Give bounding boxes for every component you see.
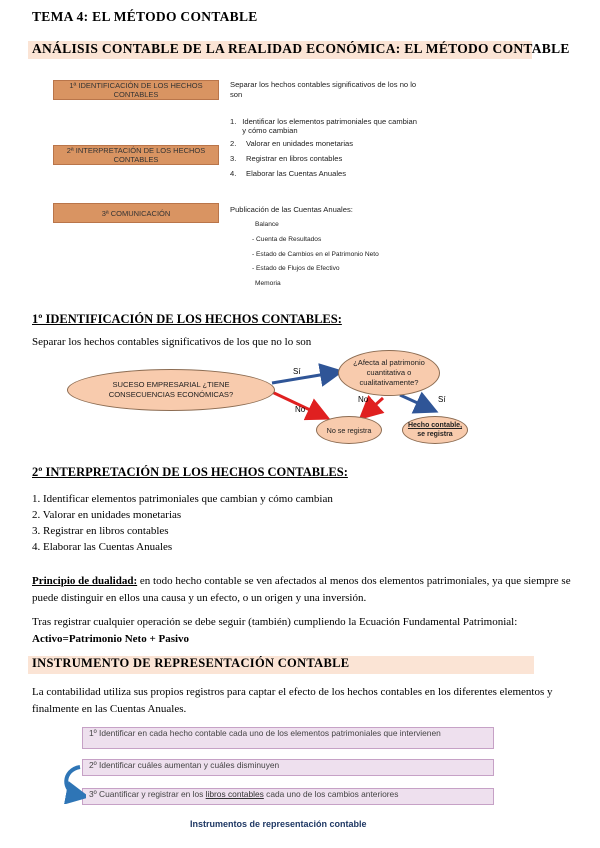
list-item: 2. Valorar en unidades monetarias <box>32 509 182 521</box>
curved-arrow-icon <box>58 762 86 804</box>
step-box-communication: 3ª COMUNICACIÓN <box>53 203 219 223</box>
list-item: 1. Identificar elementos patrimoniales que cambian y cómo cambian <box>32 493 333 505</box>
arrow-si <box>272 372 338 383</box>
instrument-step-3: 3º Cuantificar y registrar en los libros contables cada uno de los cambios anteriores <box>82 788 494 805</box>
no-registra-oval: No se registra <box>316 416 382 444</box>
instrument-step-2: 2º Identificar cuáles aumentan y cuáles disminuyen <box>82 759 494 776</box>
ecuacion-formula: Activo=Patrimonio Neto + Pasivo <box>32 632 190 645</box>
summary-intro: Separar los hechos contables significativos de los no lo son <box>230 80 417 99</box>
hecho-contable-oval <box>402 416 468 444</box>
label-no: No <box>295 405 306 414</box>
section1-heading: 1º IDENTIFICACIÓN DE LOS HECHOS CONTABLES: <box>32 312 342 326</box>
publication-item: - Cuenta de Resultados <box>252 236 322 243</box>
publication-item: Memoria <box>255 280 281 287</box>
hecho-contable-label-2: se registra <box>417 431 453 438</box>
section2-list <box>32 491 572 555</box>
diagram-caption: Instrumentos de representación contable <box>190 819 367 829</box>
afecta-oval: ¿Afecta al patrimonio cuantitativa o cualitativamente? <box>338 350 440 396</box>
list-item: 4. Elaborar las Cuentas Anuales <box>32 541 173 553</box>
label-si: Sí <box>293 367 301 376</box>
section1-text: Separar los hechos contables significativos de los que no lo son <box>32 336 312 348</box>
arrow-si-2 <box>400 395 433 410</box>
summary-step: 2. Valorar en unidades monetarias <box>230 139 354 148</box>
publication-item: Balance <box>255 221 279 228</box>
publication-title: Publicación de las Cuentas Anuales: <box>230 205 353 214</box>
step-box-identification: 1ª IDENTIFICACIÓN DE LOS HECHOS CONTABLES <box>53 80 219 100</box>
label-no-2: No <box>358 395 369 404</box>
dualidad-paragraph <box>32 573 572 606</box>
summary-step: 4. Elaborar las Cuentas Anuales <box>230 169 347 178</box>
dualidad-text: en todo hecho contable se ven afectados al menos dos elementos patrimoniales, ya que siempre se puede distinguir en ellos una causa y un efecto, o un origen y una inversión. <box>32 575 571 604</box>
libros-contables-link: libros contables <box>205 789 264 799</box>
page-subtitle: ANÁLISIS CONTABLE DE LA REALIDAD ECONÓMICA: EL MÉTODO CONTABLE <box>32 41 570 56</box>
instrument-heading: INSTRUMENTO DE REPRESENTACIÓN CONTABLE <box>32 656 350 670</box>
list-item: 3. Registrar en libros contables <box>32 525 169 537</box>
publication-item: - Estado de Flujos de Efectivo <box>252 265 340 272</box>
dualidad-label: Principio de dualidad: <box>32 575 138 587</box>
instrument-text: La contabilidad utiliza sus propios registros para captar el efecto de los hechos contables en los diferentes elementos y finalmente en las Cuentas Anuales. <box>32 686 553 715</box>
instrument-step-1: 1º Identificar en cada hecho contable cada uno de los elementos patrimoniales que intervienen <box>82 727 494 749</box>
publication-item: - Estado de Cambios en el Patrimonio Neto <box>252 251 379 258</box>
step-box-interpretation: 2ª INTERPRETACIÓN DE LOS HECHOS CONTABLES <box>53 145 219 165</box>
label-si-2: Sí <box>438 395 446 404</box>
summary-steps <box>230 117 420 178</box>
section2-heading: 2º INTERPRETACIÓN DE LOS HECHOS CONTABLES: <box>32 465 348 479</box>
suceso-oval: SUCESO EMPRESARIAL ¿TIENE CONSECUENCIAS ECONÓMICAS? <box>67 369 275 411</box>
hecho-contable-label: Hecho contable, <box>407 422 463 429</box>
ecuacion-paragraph <box>32 614 572 647</box>
ecuacion-text: Tras registrar cualquier operación se debe seguir (también) cumpliendo la Ecuación Fundamental Patrimonial: <box>32 616 518 628</box>
page-title: TEMA 4: EL MÉTODO CONTABLE <box>32 9 258 24</box>
summary-step: 1. Identificar los elementos patrimoniales que cambian y cómo cambian <box>230 117 417 135</box>
summary-step: 3. Registrar en libros contables <box>230 154 343 163</box>
